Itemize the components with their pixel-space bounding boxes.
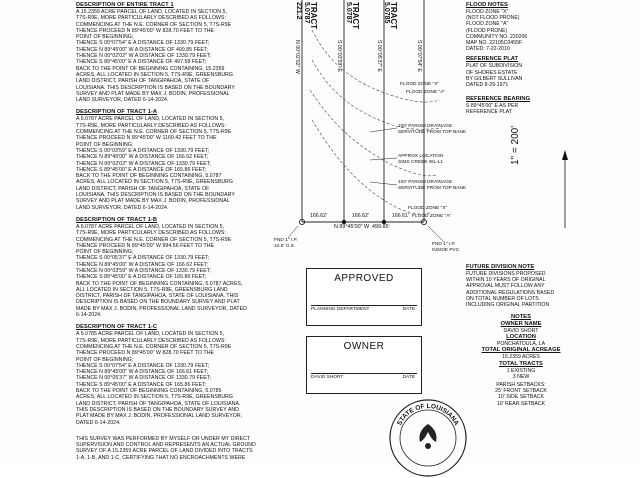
south-total-distance: 499.85' [372,224,390,230]
description-line: DESCRIPTION IS BASED ON THE BOUNDARY SURVEY AND PLAT [76,299,240,306]
description-block [76,324,272,425]
owner-title: OWNER [343,341,385,352]
found-iron-pipe-label: FND 1" I.P. 10.5' O.S. [274,238,298,249]
note-line: PLAT OF SUBDIVISION [466,63,523,70]
found-iron-pipe-label: FND 1" I.P. INSIDE PVC [432,242,460,253]
legal-descriptions [76,0,272,460]
signature-line [311,305,417,306]
future-division-note [466,264,554,308]
description-line: A 5.0787 ACRE PARCEL OF LAND, LOCATED IN SECTION 5, [76,116,225,123]
note-line: APPROVAL MUST FOLLOW ANY [466,283,545,290]
drainage-servitude-label: 100' PARISH DRAINAGE SERVITUDE FROM TOP BANK [398,180,467,191]
description-line: THENCE S 00°05'37" E A DISTANCE OF 1330.79 FEET; [76,255,210,262]
description-line: THIS DESCRIPTION IS BASED ON THE BOUNDARY SURVEY AND [76,406,239,413]
owner-name-label: DAVID SHORT [311,375,344,380]
description-line: A 5.0785 ACRE PARCEL OF LAND, LOCATED IN SECTION 5, [76,331,225,338]
description-line: COMMENCING AT THE N.E. CORNER OF SECTION 5, T7S-R9E [76,343,232,350]
description-line: THIS SURVEY WAS PERFORMED BY MYSELF OR UNDER MY DIRECT [76,435,251,442]
owner-name-value: DAVID SHORT [503,328,539,334]
description-line: LAND SURVEYOR, DATED 6-14-2024. [76,204,169,211]
setback-front: 25' FRONT SETBACK [495,388,547,395]
flood-zone-label: FLOOD ZONE "A" [406,90,446,95]
signature-line [311,373,417,374]
description-line: LAND DISTRICT, PARISH OF TANGIPAHOA, STATE OF [76,78,210,85]
creek-location-label: APPROX LOCATION SIMS CREEK WL-L1 [398,154,444,165]
note-line: DATED: 7-22-2010 [466,46,510,53]
reference-bearing [466,96,626,115]
reference-plat-title: REFERENCE PLAT [466,56,519,63]
bearing-tract-line: S 00°05'37" E [376,40,382,73]
notes-block [466,314,576,407]
description-line: POINT OF BEGINNING; [76,249,134,256]
description-line: LAND SURVEYOR, DATED 6-14-2024. [76,97,169,104]
note-line: WITHIN 10 YEARS OF ORIGINAL [466,277,546,284]
tract-1a-acres: 5.0787 [303,2,310,24]
acreage-title: TOTAL ORIGINAL ACREAGE [481,347,561,354]
description-line: DISTRICT, PARISH OF TANGIPAHOA, STATE OF LOUISIANA. THIS [76,293,239,300]
leader-line [428,226,444,242]
note-line: BY GILBERT SULLIVAN [466,75,523,82]
description-line: SURVEY AND PLAT MADE BY MAX J. BODIN, PROFESSIONAL [76,90,230,97]
description-line: T7S-R9E, MORE PARTICULARLY DESCRIBED AS FOLLOWS: [76,337,226,344]
description-line: THENCE N 00°03'59" W A DISTANCE OF 1330.79 FEET; [76,267,211,274]
date-label: DATE [402,375,415,380]
description-line: A 15.2359 ACRE PARCEL OF LAND, LOCATED IN SECTION 5, [76,9,227,15]
leader-line [370,182,397,185]
description-title: DESCRIPTION OF TRACT 1-C [76,324,158,331]
description-line: LOUISIANA. THIS DESCRIPTION IS BASED ON THE BOUNDARY [76,192,235,199]
scale-label: 1" = 200' [510,125,521,165]
description-block [76,217,272,318]
flood-zone-label: FLOOD ZONE "A" [412,214,452,219]
description-line: SURVEY OF A 15.2359 ACRE PARCEL OF LAND DIVIDED INTO TRACTS [76,448,253,455]
note-line: DATED 8-29-1971 [466,82,509,89]
setbacks-title: PARISH SETBACKS: [496,382,546,389]
description-line: POINT OF BEGINNING; [76,356,134,363]
flood-notes-title: FLOOD NOTES [466,2,508,8]
acreage-value: 15.2359 ACRES [502,354,540,361]
description-line: THENCE S 00°07'54" E A DISTANCE OF 1330.79 FEET; [76,40,210,47]
description-line: BACK TO THE POINT OF BEGINNING CONTAINING, 5.0787 [76,173,222,180]
description-line: ALL LOCATED IN SECTION 5, T7S-R9E, GREENSBURG LAND [76,286,228,293]
description-line: A 5.0787 ACRE PARCEL OF LAND, LOCATED IN SECTION 5, [76,223,225,230]
description-line: SURVEY AND PLAT MADE BY MAX J. BODIN, PROFESSIONAL [76,198,230,205]
setback-rear: 10' REAR SETBACK [496,400,546,407]
description-line: BACK TO THE POINT OF BEGINNING CONTAINING, 15.2359 [76,65,225,72]
notes-column [466,0,626,460]
description-line: COMMENCING AT THE N.E. CORNER OF SECTION 5, T7S-R9E [76,236,232,243]
description-line: ACRES, ALL LOCATED IN SECTION 5, T7S-R9E, GREENSBURG [76,71,234,78]
south-bearing: N 89°45'00" W [334,224,370,230]
description-line: THENCE N 89°45'00" W A DISTANCE OF 499.85 FEET; [76,46,208,53]
description-line: THENCE S 00°07'54" E A DISTANCE OF 1330.79 FEET; [76,362,210,369]
date-label: DATE [402,307,415,312]
tract-1a-size: 221.2 [295,2,302,20]
description-line: 6-14-2024. [76,312,102,319]
description-line: THENCE N 00°05'37" W A DISTANCE OF 1330.79 FEET; [76,375,211,382]
bearing-tract-line: S 00°03'59" E [336,40,342,73]
description-line: ACRES, ALL LOCATED IN SECTION 5, T7S-R9E, GREENSBURG [76,394,234,401]
note-line: (NOT FLOOD PRONE) [466,15,520,22]
note-line: MAP NO. 22105C0455F [466,40,523,47]
description-line: LOUISIANA. THIS DESCRIPTION IS BASED ON THE BOUNDARY [76,84,235,91]
note-line: ADDITIONAL REGULATIONS BASED [466,289,555,296]
leader-line [370,128,397,132]
description-line: THENCE PROCEED N 89°45'00" W 828.70 FEET TO THE [76,27,215,34]
bearing-east-line: S 00°07'54" E [416,40,422,73]
segment-distance: 166.62' [352,213,369,219]
description-line: POINT OF BEGINNING; [76,34,134,41]
bearing-west-line: N 00°02'02" W [294,40,300,74]
description-line: THENCE N 00°02'02" W A DISTANCE OF 1330.79 FEET; [76,53,211,60]
description-line: T7S-R9E, MORE PARTICULARLY DESCRIBED AS FOLLOWS: [76,122,226,129]
description-line: BACK TO THE POINT OF BEGINNING CONTAINING, 5.0785 [76,388,222,395]
segment-distance: 166.61' [392,213,409,219]
description-line: THENCE S 89°45'00" E A DISTANCE OF 165.86 FEET; [76,274,207,281]
description-line: THENCE S 00°03'59" E A DISTANCE OF 1330.79 FEET; [76,147,210,154]
description-line: THENCE PROCEED N 89°45'00" W 828.70 FEET TO THE [76,350,215,357]
description-block [76,2,272,103]
note-line: (FLOOD PRONE) [466,27,508,34]
reference-plat [466,56,626,88]
tract-1c-acres: 5.0785 [383,2,390,24]
note-line: FLOOD ZONE "A" [466,21,509,28]
description-line: 1-A, 1-B, AND 1-C, CERTIFYING THAT NO ENCROACHMENTS WERE [76,454,246,460]
description-line: POINT OF BEGINNING; [76,141,134,148]
description-line: COMMENCING AT THE N.E. CORNER OF SECTION 5, T7S-R9E [76,21,232,28]
approved-title: APPROVED [334,273,394,284]
plat-drawing [272,0,467,262]
notes-title: NOTES [511,314,531,320]
tract-1a-label: TRACT [309,2,318,30]
flood-zone-label: FLOOD ZONE "X" [400,82,440,87]
description-line: COMMENCING AT THE N.E. CORNER OF SECTION 5, T7S-R9E [76,129,232,136]
note-line: REFERENCE PLAT [466,109,513,116]
description-line: MADE BY MAX J. BODIN, PROFESSIONAL LAND SURVEYOR, DATED [76,305,247,312]
description-line: T7S-R9E, MORE PARTICULARLY DESCRIBED AS FOLLOWS: [76,230,226,237]
tract-1c-label: TRACT [389,2,398,30]
setback-side: 10' SIDE SETBACK [498,394,544,401]
location-title: LOCATION [506,334,536,341]
flood-notes [466,2,626,52]
leader-line [288,226,298,238]
description-block [76,436,272,460]
description-line: THENCE N 89°45'00" W A DISTANCE OF 166.62 FEET; [76,261,208,268]
description-line: THENCE N 89°45'00" W A DISTANCE OF 166.62 FEET; [76,154,208,161]
description-block [76,109,272,210]
description-line: SUPERVISION AND CONTROL AND REPRESENTS AN ACTUAL GROUND [76,442,256,449]
note-line: ON TOTAL NUMBER OF LOTS [466,295,539,302]
note-line: S 89°45'00" E AS PER [466,103,519,110]
note-line: FLOOD ZONE "X" [466,9,509,15]
description-line: LAND DISTRICT, PARISH OF TANGIPAHOA, STATE OF [76,185,210,192]
description-line: PLAT MADE BY MAX J. BODIN, PROFESSIONAL LAND SURVEYOR, [76,413,243,420]
planning-department-label: PLANNING DEPARTMENT [311,307,370,312]
description-line: THENCE S 89°45'00" E A DISTANCE OF 165.86 FEET; [76,166,207,173]
flood-zone-label: FLOOD ZONE "X" [408,206,448,211]
description-line: THENCE PROCEED N 89°45'00" W 994.56 FEET TO THE [76,242,215,249]
description-line: ACRES, ALL LOCATED IN SECTION 5, T7S-R9E, GREENSBURG [76,179,234,186]
description-title: DESCRIPTION OF TRACT 1-B [76,216,158,223]
segment-distance: 166.62' [310,213,327,219]
tract-1b-label: TRACT [351,2,360,30]
svg-text:STATE OF LOUISIANA: STATE OF LOUISIANA [396,402,460,427]
description-line: THENCE N 89°45'00" W A DISTANCE OF 166.61 FEET; [76,369,208,376]
description-line: DATED 6-14-2024. [76,419,121,426]
owner-name-title: OWNER NAME [500,321,542,327]
tracts-existing: 1 EXISTING [506,367,536,374]
description-line: THENCE S 89°45'00" E A DISTANCE OF 165.86 FEET; [76,381,207,388]
tracts-title: TOTAL TRACTS [499,360,543,367]
tracts-new: 3 NEW [512,373,530,380]
future-division-title: FUTURE DIVISION NOTE [466,264,535,270]
note-line: FUTURE DIVISIONS PROPOSED [466,271,546,277]
description-line: LAND DISTRICT, PARISH OF TANGIPAHOA, STATE OF LOUISIANA. [76,400,241,407]
description-line: BACK TO THE POINT OF BEGINNING CONTAINING, 5.0787 ACRES, [76,280,243,287]
description-line: THENCE S 89°45'00" E A DISTANCE OF 497.58 FEET; [76,59,207,66]
description-title: DESCRIPTION OF ENTIRE TRACT 1 [76,2,174,8]
surveyor-seal-icon [388,398,468,478]
note-line: INCLUDING ORIGINAL PARTITION [466,302,550,309]
tract-1b-acres: 5.0787 [345,2,352,24]
description-line: THENCE N 00°02'02" W A DISTANCE OF 1330.79 FEET; [76,160,211,167]
note-line: COMMUNITY NO. 220206 [466,33,528,40]
description-line: T7S-R9E, MORE PARTICULARLY DESCRIBED AS FOLLOWS: [76,15,226,22]
description-line: THENCE PROCEED N 89°45'00" W 1160.42 FEET TO THE [76,135,217,142]
leader-line [370,158,397,160]
note-line: OF SHORES ESTATE [466,69,518,76]
approved-signature-box [306,268,422,326]
location-value: PONCHATOULA, LA [496,341,546,348]
description-title: DESCRIPTION OF TRACT 1-A [76,109,158,116]
reference-bearing-title: REFERENCE BEARING [466,96,531,103]
drainage-servitude-label: 100' PARISH DRAINAGE SERVITUDE FROM TOP BANK [398,124,467,135]
owner-signature-box [306,336,422,394]
